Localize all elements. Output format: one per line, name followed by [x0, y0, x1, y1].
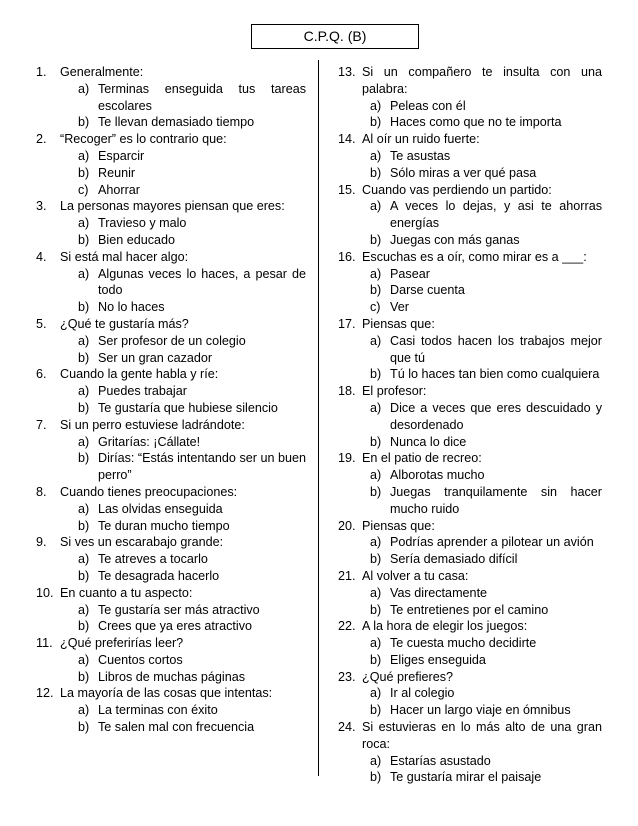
option-text: Juegas con más ganas — [390, 232, 520, 247]
answer-options — [338, 534, 602, 568]
option-text: Te salen mal con frecuencia — [98, 720, 255, 735]
option-text: Travieso y malo — [98, 216, 187, 231]
answer-option — [36, 165, 306, 182]
question-number: 15. — [338, 182, 356, 197]
option-letter: a) — [78, 703, 90, 718]
option-letter: a) — [370, 266, 382, 281]
option-letter: a) — [78, 602, 90, 617]
answer-options — [36, 652, 306, 686]
option-letter: b) — [370, 434, 382, 449]
option-letter: b) — [78, 568, 90, 583]
right-question-column — [338, 64, 602, 786]
answer-options — [36, 702, 306, 736]
option-text: Juegas tranquilamente sin hacer mucho ruido — [390, 484, 602, 516]
answer-option — [338, 769, 602, 786]
answer-option — [338, 232, 602, 249]
answer-option — [36, 215, 306, 232]
question-number: 17. — [338, 316, 356, 331]
answer-option — [36, 501, 306, 518]
option-text: Vas directamente — [390, 585, 488, 600]
question-item — [338, 383, 602, 450]
option-letter: b) — [78, 115, 90, 130]
option-text: Te gustaría ser más atractivo — [98, 602, 260, 617]
option-text: Tú lo haces tan bien como cualquiera — [390, 367, 600, 382]
answer-option — [36, 299, 306, 316]
answer-option — [338, 299, 602, 316]
option-letter: b) — [78, 300, 90, 315]
question-text: Piensas que: — [362, 316, 435, 331]
option-letter: c) — [370, 300, 381, 315]
question-number: 20. — [338, 518, 356, 533]
option-letter: a) — [78, 266, 90, 281]
question-item — [338, 568, 602, 618]
option-text: Puedes trabajar — [98, 384, 187, 399]
option-letter: a) — [370, 333, 382, 348]
option-text: A veces lo dejas, y asi te ahorras energías — [390, 199, 602, 231]
question-text: Al oír un ruido fuerte: — [362, 132, 480, 147]
question-number: 24. — [338, 720, 356, 735]
question-item — [338, 316, 602, 383]
answer-option — [36, 114, 306, 131]
answer-option — [338, 198, 602, 232]
option-text: Casi todos hacen los trabajos mejor que tú — [390, 333, 602, 365]
option-letter: a) — [370, 199, 382, 214]
option-text: Eliges enseguida — [390, 652, 486, 667]
question-item — [36, 585, 306, 635]
answer-option — [338, 165, 602, 182]
answer-option — [338, 551, 602, 568]
question-number: 23. — [338, 669, 356, 684]
answer-options — [338, 685, 602, 719]
option-text: Te atreves a tocarlo — [98, 552, 208, 567]
question-item — [36, 534, 306, 584]
question-item — [338, 450, 602, 517]
answer-option — [338, 753, 602, 770]
question-item — [36, 417, 306, 484]
option-letter: a) — [370, 468, 382, 483]
option-text: Te gustaría que hubiese silencio — [98, 400, 278, 415]
option-letter: b) — [78, 518, 90, 533]
question-number: 10. — [36, 585, 54, 600]
answer-options — [338, 753, 602, 787]
answer-options — [36, 266, 306, 316]
option-text: Algunas veces lo haces, a pesar de todo — [98, 266, 306, 298]
option-text: Bien educado — [98, 232, 176, 247]
answer-option — [338, 366, 602, 383]
question-number: 8. — [36, 484, 47, 499]
answer-option — [36, 450, 306, 484]
option-text: Terminas enseguida tus tareas escolares — [98, 81, 306, 113]
question-item — [36, 635, 306, 685]
question-text: Cuando la gente habla y ríe: — [60, 367, 219, 382]
question-number: 11. — [36, 636, 53, 651]
option-text: Peleas con él — [390, 98, 466, 113]
question-text: “Recoger” es lo contrario que: — [60, 132, 227, 147]
option-letter: a) — [78, 148, 90, 163]
question-text: Generalmente: — [60, 65, 144, 79]
option-letter: b) — [78, 232, 90, 247]
option-letter: a) — [370, 686, 382, 701]
answer-option — [338, 98, 602, 115]
option-text: Te asustas — [390, 148, 451, 163]
question-number: 22. — [338, 619, 356, 634]
question-number: 9. — [36, 535, 47, 550]
answer-options — [36, 551, 306, 585]
option-text: Ahorrar — [98, 182, 140, 197]
question-number: 18. — [338, 384, 356, 399]
answer-option — [338, 333, 602, 367]
answer-options — [338, 635, 602, 669]
option-letter: a) — [78, 333, 90, 348]
question-number: 16. — [338, 249, 356, 264]
answer-option — [36, 702, 306, 719]
question-item — [36, 685, 306, 735]
option-text: Sería demasiado difícil — [390, 552, 518, 567]
answer-option — [36, 232, 306, 249]
answer-option — [36, 148, 306, 165]
answer-option — [36, 719, 306, 736]
option-letter: b) — [78, 350, 90, 365]
answer-option — [338, 602, 602, 619]
question-text: ¿Qué te gustaría más? — [60, 316, 189, 331]
answer-option — [338, 434, 602, 451]
question-text: La mayoría de las cosas que intentas: — [60, 686, 273, 701]
option-letter: a) — [370, 535, 382, 550]
answer-option — [36, 266, 306, 300]
document-title: C.P.Q. (B) — [251, 24, 419, 49]
option-letter: b) — [370, 770, 382, 785]
option-text: Sólo miras a ver qué pasa — [390, 165, 537, 180]
option-letter: b) — [78, 400, 90, 415]
option-letter: a) — [78, 652, 90, 667]
option-text: Podrías aprender a pilotear un avión — [390, 535, 594, 550]
option-text: Haces como que no te importa — [390, 115, 562, 130]
answer-option — [36, 618, 306, 635]
question-text: Si un perro estuviese ladrándote: — [60, 417, 245, 432]
option-text: Nunca lo dice — [390, 434, 467, 449]
option-text: Te desagrada hacerlo — [98, 568, 220, 583]
question-number: 2. — [36, 132, 47, 147]
option-text: Ver — [390, 300, 409, 315]
question-number: 21. — [338, 568, 356, 583]
option-text: Ser profesor de un colegio — [98, 333, 246, 348]
question-item — [36, 131, 306, 198]
option-letter: a) — [370, 400, 382, 415]
question-text: Piensas que: — [362, 518, 435, 533]
option-letter: b) — [78, 669, 90, 684]
answer-options — [36, 602, 306, 636]
option-letter: b) — [78, 720, 90, 735]
question-item — [338, 618, 602, 668]
question-text: Escuchas es a oír, como mirar es a ___: — [362, 249, 587, 264]
option-text: Hacer un largo viaje en ómnibus — [390, 703, 571, 718]
question-item — [338, 669, 602, 719]
option-letter: b) — [370, 552, 382, 567]
option-letter: c) — [78, 182, 89, 197]
option-text: Darse cuenta — [390, 283, 465, 298]
option-letter: a) — [370, 98, 382, 113]
option-text: Alborotas mucho — [390, 468, 485, 483]
question-text: Cuando tienes preocupaciones: — [60, 484, 238, 499]
answer-option — [36, 518, 306, 535]
question-number: 6. — [36, 367, 47, 382]
question-number: 14. — [338, 132, 356, 147]
answer-option — [36, 568, 306, 585]
option-letter: a) — [78, 552, 90, 567]
option-letter: a) — [78, 81, 90, 96]
option-text: Ser un gran cazador — [98, 350, 213, 365]
answer-options — [36, 81, 306, 131]
answer-option — [338, 400, 602, 434]
option-letter: a) — [370, 753, 382, 768]
question-item — [338, 518, 602, 568]
option-text: Estarías asustado — [390, 753, 491, 768]
question-text: Cuando vas perdiendo un partido: — [362, 182, 552, 197]
answer-options — [36, 333, 306, 367]
option-letter: a) — [78, 216, 90, 231]
answer-option — [36, 383, 306, 400]
option-letter: b) — [370, 703, 382, 718]
option-text: Dice a veces que eres descuidado y desordenado — [390, 400, 602, 432]
answer-options — [338, 467, 602, 517]
answer-option — [338, 534, 602, 551]
option-text: La terminas con éxito — [98, 703, 218, 718]
option-text: Ir al colegio — [390, 686, 455, 701]
option-text: Cuentos cortos — [98, 652, 183, 667]
option-text: No lo haces — [98, 300, 165, 315]
option-text: Te gustaría mirar el paisaje — [390, 770, 542, 785]
answer-option — [36, 551, 306, 568]
option-text: Pasear — [390, 266, 430, 281]
question-text: Si estuvieras en lo más alto de una gran roca: — [362, 720, 602, 751]
option-letter: b) — [370, 652, 382, 667]
left-question-column — [36, 64, 306, 736]
answer-option — [338, 702, 602, 719]
question-item — [338, 249, 602, 316]
option-letter: a) — [370, 585, 382, 600]
option-letter: b) — [370, 165, 382, 180]
question-text: En cuanto a tu aspecto: — [60, 585, 193, 600]
question-text: En el patio de recreo: — [362, 451, 482, 466]
question-item — [338, 131, 602, 181]
question-item — [338, 64, 602, 131]
option-text: Te cuesta mucho decidirte — [390, 636, 537, 651]
question-item — [36, 198, 306, 248]
answer-option — [338, 585, 602, 602]
option-text: Libros de muchas páginas — [98, 669, 246, 684]
option-letter: a) — [78, 384, 90, 399]
answer-options — [338, 148, 602, 182]
option-letter: a) — [78, 434, 90, 449]
option-text: Gritarías: ¡Cállate! — [98, 434, 201, 449]
question-item — [36, 316, 306, 366]
option-letter: b) — [78, 619, 90, 634]
question-text: Si está mal hacer algo: — [60, 249, 189, 264]
question-number: 19. — [338, 451, 356, 466]
answer-options — [338, 98, 602, 132]
answer-options — [36, 148, 306, 198]
answer-option — [338, 484, 602, 518]
option-text: Te llevan demasiado tiempo — [98, 115, 255, 130]
answer-option — [36, 350, 306, 367]
question-item — [36, 249, 306, 316]
option-letter: b) — [370, 283, 382, 298]
answer-option — [338, 635, 602, 652]
question-number: 3. — [36, 199, 47, 214]
answer-option — [36, 400, 306, 417]
answer-option — [338, 266, 602, 283]
answer-options — [36, 215, 306, 249]
answer-options — [338, 585, 602, 619]
answer-options — [36, 383, 306, 417]
answer-option — [338, 148, 602, 165]
answer-option — [338, 282, 602, 299]
option-text: Las olvidas enseguida — [98, 501, 223, 516]
answer-option — [338, 467, 602, 484]
question-text: ¿Qué preferirías leer? — [60, 636, 184, 651]
question-number: 13. — [338, 65, 356, 79]
question-number: 7. — [36, 417, 47, 432]
option-letter: b) — [370, 232, 382, 247]
answer-options — [338, 333, 602, 383]
option-letter: b) — [370, 367, 382, 382]
answer-options — [36, 434, 306, 484]
answer-options — [338, 266, 602, 316]
question-item — [36, 366, 306, 416]
option-text: Crees que ya eres atractivo — [98, 619, 252, 634]
question-item — [36, 64, 306, 131]
question-number: 5. — [36, 316, 47, 331]
answer-option — [36, 182, 306, 199]
option-letter: a) — [78, 501, 90, 516]
option-letter: a) — [370, 148, 382, 163]
question-text: Si ves un escarabajo grande: — [60, 535, 224, 550]
answer-options — [338, 400, 602, 450]
option-letter: b) — [78, 451, 90, 466]
option-letter: b) — [370, 115, 382, 130]
answer-option — [338, 114, 602, 131]
question-text: ¿Qué prefieres? — [362, 669, 453, 684]
option-letter: a) — [370, 636, 382, 651]
answer-option — [36, 602, 306, 619]
question-number: 4. — [36, 249, 47, 264]
question-text: Si un compañero te insulta con una palabra: — [362, 65, 602, 96]
question-item — [338, 719, 602, 786]
question-text: A la hora de elegir los juegos: — [362, 619, 528, 634]
answer-option — [338, 685, 602, 702]
option-text: Te duran mucho tiempo — [98, 518, 230, 533]
option-text: Dirías: “Estás intentando ser un buen perro” — [98, 451, 306, 483]
question-number: 12. — [36, 686, 54, 701]
answer-options — [36, 501, 306, 535]
question-number: 1. — [36, 65, 47, 79]
question-text: Al volver a tu casa: — [362, 568, 469, 583]
answer-option — [36, 434, 306, 451]
answer-option — [36, 652, 306, 669]
answer-option — [36, 81, 306, 115]
option-text: Te entretienes por el camino — [390, 602, 549, 617]
option-letter: b) — [78, 165, 90, 180]
option-letter: b) — [370, 602, 382, 617]
option-text: Reunir — [98, 165, 136, 180]
answer-option — [36, 333, 306, 350]
option-text: Esparcir — [98, 148, 145, 163]
question-item — [338, 182, 602, 249]
question-item — [36, 484, 306, 534]
question-text: El profesor: — [362, 384, 427, 399]
option-letter: b) — [370, 484, 382, 499]
answer-option — [36, 669, 306, 686]
answer-options — [338, 198, 602, 248]
answer-option — [338, 652, 602, 669]
column-divider — [318, 60, 319, 776]
question-text: La personas mayores piensan que eres: — [60, 199, 285, 214]
